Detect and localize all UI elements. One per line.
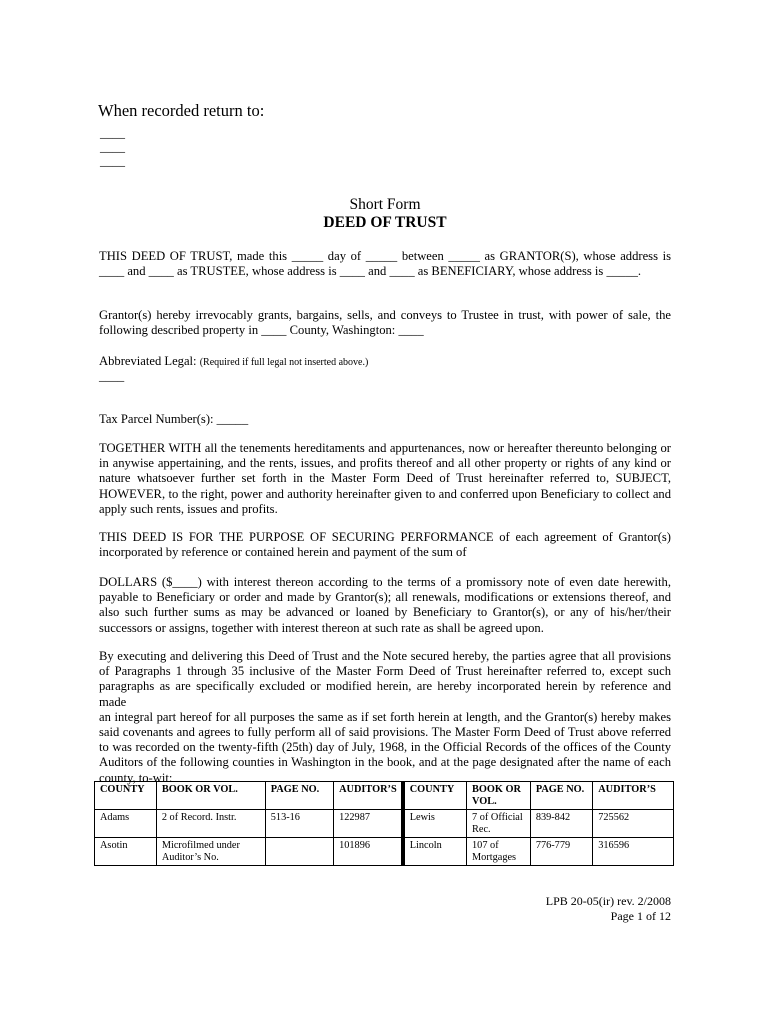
conveyance-paragraph xyxy=(99,308,671,338)
table-cell: 725562 xyxy=(593,810,674,838)
paragraph-line: successors or assigns, together with interest thereon at such rate as shall be agreed upon. xyxy=(99,620,544,635)
paragraph-line: to was recorded on the twenty-fifth (25th) day of July, 1968, in the Official Records of the offices of the County xyxy=(99,740,671,755)
return-to-label: When recorded return to: xyxy=(98,101,265,120)
form-number: LPB 20-05(ir) rev. 2/2008 xyxy=(545,894,671,908)
table-cell: 101896 xyxy=(334,838,403,866)
table-header-row xyxy=(95,782,674,810)
header-cell: PAGE NO. xyxy=(265,782,333,810)
tax-parcel-number: Tax Parcel Number(s): _____ xyxy=(99,412,249,426)
dollars-paragraph xyxy=(99,575,671,636)
header-cell: BOOK OR VOL. xyxy=(156,782,265,810)
paragraph-line: nature whatsoever further set forth in the Master Form Deed of Trust hereinafter referred to, SUBJECT, xyxy=(99,471,671,486)
paragraph-line: apply such rents, issues and profits. xyxy=(99,501,278,516)
paragraph-line: DOLLARS ($____) with interest thereon according to the terms of a promissory note of even date herewith, xyxy=(99,575,671,589)
table-cell: 2 of Record. Instr. xyxy=(156,810,265,838)
paragraph-line: ____ and ____ as TRUSTEE, whose address is ____ and ____ as BENEFICIARY, whose address is _____. xyxy=(99,264,642,279)
purpose-paragraph xyxy=(99,530,671,560)
table-cell xyxy=(265,838,333,866)
execution-paragraph xyxy=(99,649,671,786)
table-cell: Asotin xyxy=(95,838,157,866)
form-subtitle: Short Form xyxy=(349,196,421,213)
paragraph-line: said covenants and agrees to fully perform all of said provisions. The Master Form Deed of Trust above referred xyxy=(99,725,671,740)
opening-paragraph xyxy=(99,249,671,279)
paragraph-line: an integral part hereof for all purposes the same as if set forth herein at length, and the Grantor(s) hereby makes xyxy=(99,709,671,724)
header-cell: COUNTY xyxy=(95,782,157,810)
county-records-table xyxy=(94,781,674,866)
paragraph-line: incorporated by reference or contained herein and payment of the sum of xyxy=(99,545,467,560)
abbreviated-legal-label: Abbreviated Legal: xyxy=(99,354,197,368)
table-row xyxy=(95,810,674,838)
table-cell: Adams xyxy=(95,810,157,838)
paragraph-line: payable to Beneficiary or order and made by Grantor(s); all renewals, modifications or extensions thereof, and xyxy=(99,590,671,605)
paragraph-line: county, to-wit: xyxy=(99,770,173,785)
table-cell: 316596 xyxy=(593,838,674,866)
table-cell: 7 of Official Rec. xyxy=(467,810,531,838)
return-blank-line: ____ xyxy=(100,154,125,168)
paragraph-line: following described property in ____ County, Washington: ____ xyxy=(99,323,424,338)
table-cell: Lincoln xyxy=(403,838,467,866)
paragraph-line: in anywise appertaining, and the rents, issues, and profits thereof and all other property or rights of any kind or xyxy=(99,456,671,471)
header-cell: BOOK OR VOL. xyxy=(467,782,531,810)
together-with-paragraph xyxy=(99,441,671,517)
table-row xyxy=(95,838,674,866)
return-blank-line: ____ xyxy=(100,140,125,154)
paragraph-line: TOGETHER WITH all the tenements hereditaments and appurtenances, now or hereafter thereunto belonging or xyxy=(99,441,671,455)
table-cell: 839-842 xyxy=(530,810,592,838)
page-number: Page 1 of 12 xyxy=(610,909,671,923)
abbreviated-legal xyxy=(99,354,671,370)
paragraph-line: also such further sums as may be advanced or loaned by Beneficiary to Grantor(s), or any of his/her/their xyxy=(99,605,671,620)
paragraph-line: HOWEVER, to the right, power and authority hereinafter given to and conferred upon Beneficiary to collect and xyxy=(99,486,671,501)
abbreviated-legal-note: (Required if full legal not inserted above.) xyxy=(199,357,369,368)
table-cell: 776-779 xyxy=(530,838,592,866)
header-cell: AUDITOR’S xyxy=(593,782,674,810)
paragraph-line: THIS DEED IS FOR THE PURPOSE OF SECURING PERFORMANCE of each agreement of Grantor(s) xyxy=(99,530,671,544)
header-cell: PAGE NO. xyxy=(530,782,592,810)
paragraph-line: THIS DEED OF TRUST, made this _____ day of _____ between _____ as GRANTOR(S), whose address is xyxy=(99,249,671,263)
return-blank-line: ____ xyxy=(100,126,125,140)
table-cell: 122987 xyxy=(334,810,403,838)
header-cell: AUDITOR’S xyxy=(334,782,403,810)
table-cell: Lewis xyxy=(403,810,467,838)
table-cell: 513-16 xyxy=(265,810,333,838)
abbreviated-legal-blank: ____ xyxy=(99,369,125,383)
form-title: DEED OF TRUST xyxy=(323,214,447,231)
table-cell: Microfilmed under Auditor’s No. xyxy=(156,838,265,866)
paragraph-line: paragraphs as are specifically excluded or modified herein, are hereby incorporated herein by reference and made xyxy=(99,679,671,709)
paragraph-line: Grantor(s) hereby irrevocably grants, bargains, sells, and conveys to Trustee in trust, with power of sale, the xyxy=(99,308,671,322)
paragraph-line: of Paragraphs 1 through 35 inclusive of the Master Form Deed of Trust hereinafter referred to, except such xyxy=(99,664,671,679)
paragraph-line: Auditors of the following counties in Washington in the book, and at the page designated after the name of each xyxy=(99,755,671,770)
header-cell: COUNTY xyxy=(403,782,467,810)
paragraph-line: By executing and delivering this Deed of Trust and the Note secured hereby, the parties agree that all provisions xyxy=(99,649,671,663)
table-cell: 107 of Mortgages xyxy=(467,838,531,866)
